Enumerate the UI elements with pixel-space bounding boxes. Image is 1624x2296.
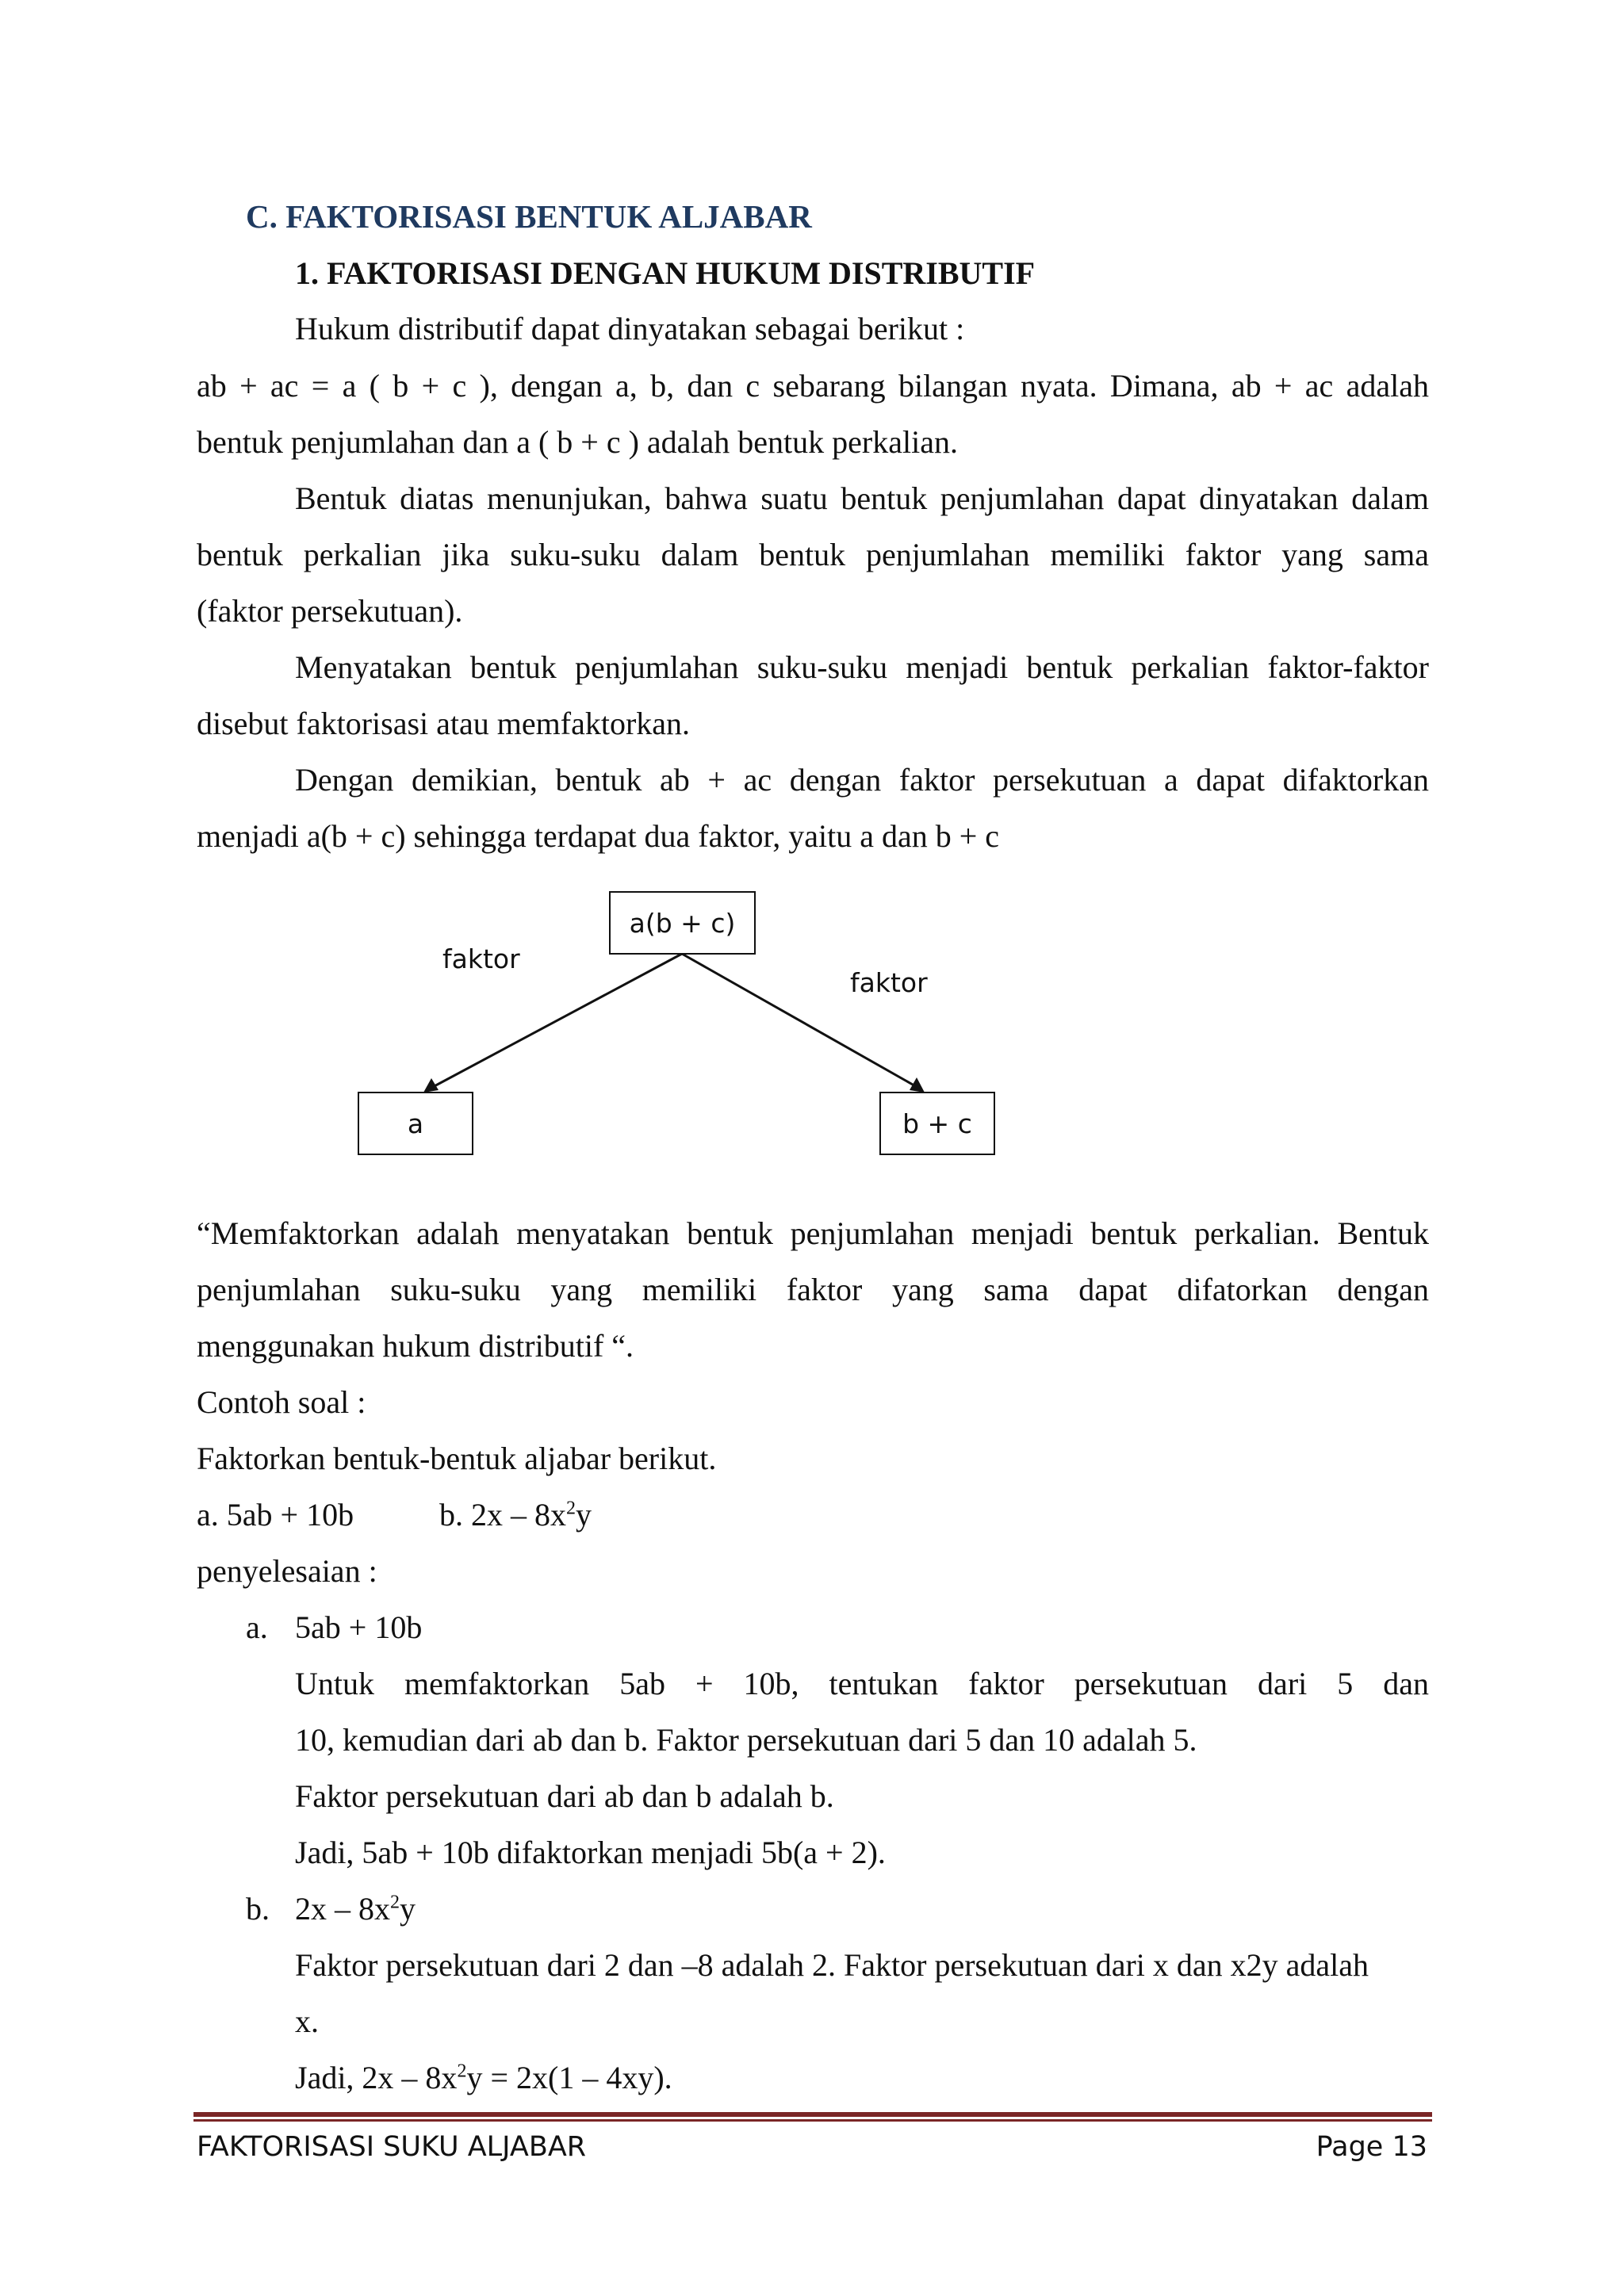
- paragraph-line: Menyatakan bentuk penjumlahan suku-suku menjadi bentuk perkalian faktor-faktor: [295, 649, 1429, 685]
- solution-a-line: Faktor persekutuan dari ab dan b adalah b.: [295, 1778, 834, 1814]
- page-number: Page 13: [1316, 2131, 1427, 2163]
- solution-a-marker: a.: [246, 1609, 268, 1645]
- example-a: a. 5ab + 10b: [197, 1497, 354, 1533]
- quote-line: penjumlahan suku-suku yang memiliki faktor yang sama dapat difatorkan dengan: [197, 1272, 1429, 1307]
- left-factor-label: faktor: [442, 943, 520, 974]
- example-label: Contoh soal :: [197, 1384, 366, 1420]
- footer-rule-thin: [193, 2119, 1432, 2122]
- paragraph-line: ab + ac = a ( b + c ), dengan a, b, dan c sebarang bilangan nyata. Dimana, ab + ac adalah: [197, 368, 1429, 404]
- solution-b-marker: b.: [246, 1891, 270, 1927]
- footer-rule: [193, 2112, 1432, 2117]
- solution-b-conclusion: Jadi, $2x - 8x^2y = 2x(1 - 4xy)$.: [295, 2060, 672, 2095]
- solution-b-line: Faktor persekutuan dari 2 dan –8 adalah 2. Faktor persekutuan dari x dan x2y adalah: [295, 1947, 1369, 1983]
- example-b: b. $2x - 8x^2y$: [439, 1497, 592, 1533]
- paragraph-line: bentuk perkalian jika suku-suku dalam bentuk penjumlahan memiliki faktor yang sama: [197, 537, 1429, 572]
- example-instruction: Faktorkan bentuk-bentuk aljabar berikut.: [197, 1441, 717, 1476]
- paragraph-line: Bentuk diatas menunjukan, bahwa suatu bentuk penjumlahan dapat dinyatakan dalam: [295, 480, 1429, 516]
- solution-a-expression: 5ab + 10b: [295, 1609, 423, 1645]
- paragraph-line: bentuk penjumlahan dan a ( b + c ) adalah bentuk perkalian.: [197, 424, 958, 460]
- factor-bc-box: b + c: [879, 1092, 995, 1155]
- subsection-heading: 1. FAKTORISASI DENGAN HUKUM DISTRIBUTIF: [295, 255, 1036, 291]
- solution-a-line: 10, kemudian dari ab dan b. Faktor persekutuan dari 5 dan 10 adalah 5.: [295, 1722, 1197, 1758]
- paragraph-line: (faktor persekutuan).: [197, 593, 463, 629]
- right-factor-label: faktor: [850, 967, 928, 998]
- solution-a-line: Untuk memfaktorkan 5ab + 10b, tentukan faktor persekutuan dari 5 dan: [295, 1666, 1429, 1701]
- quote-line: menggunakan hukum distributif “.: [197, 1328, 634, 1364]
- paragraph-line: Dengan demikian, bentuk ab + ac dengan faktor persekutuan a dapat difaktorkan: [295, 762, 1429, 798]
- quote-line: “Memfaktorkan adalah menyatakan bentuk penjumlahan menjadi bentuk perkalian. Bentuk: [197, 1215, 1429, 1251]
- solution-b-line: x.: [295, 2003, 319, 2039]
- paragraph-line: menjadi a(b + c) sehingga terdapat dua faktor, yaitu a dan b + c: [197, 818, 1000, 854]
- paragraph-line: Hukum distributif dapat dinyatakan sebagai berikut :: [295, 311, 965, 346]
- paragraph-line: disebut faktorisasi atau memfaktorkan.: [197, 706, 691, 741]
- solution-label: penyelesaian :: [197, 1553, 377, 1589]
- section-heading: C. FAKTORISASI BENTUK ALJABAR: [246, 198, 812, 235]
- factor-a-box: a: [358, 1092, 473, 1155]
- footer-title: FAKTORISASI SUKU ALJABAR: [197, 2131, 587, 2163]
- solution-b-expression: $2x - 8x^2y$: [295, 1891, 416, 1927]
- solution-a-line: Jadi, 5ab + 10b difaktorkan menjadi 5b(a + 2).: [295, 1835, 886, 1870]
- product-box: a(b + c): [609, 891, 756, 955]
